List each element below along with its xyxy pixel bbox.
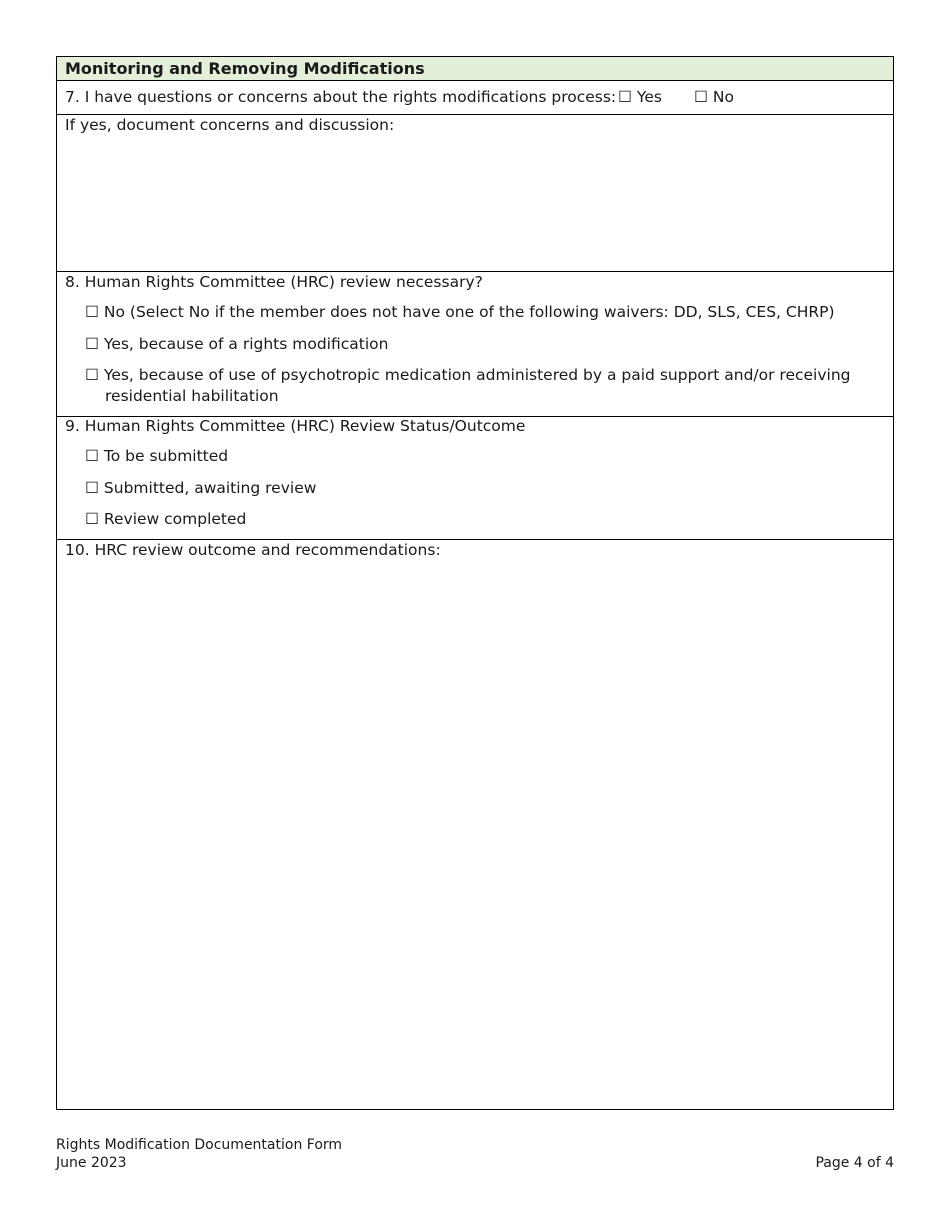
q9-sub-label: Submitted, awaiting review bbox=[103, 479, 317, 497]
question-9-text: 9. Human Rights Committee (HRC) Review Status/Outcome bbox=[65, 417, 526, 435]
q7-yes-checkbox[interactable]: ☐ bbox=[618, 88, 632, 106]
q7-yes-label: Yes bbox=[636, 88, 662, 106]
q7-no-label: No bbox=[712, 88, 734, 106]
question-8-row bbox=[57, 272, 893, 417]
section-header bbox=[57, 57, 893, 81]
section-title: Monitoring and Removing Modifications bbox=[65, 59, 425, 78]
footer-page-number: Page 4 of 4 bbox=[815, 1155, 894, 1171]
question-9-row bbox=[57, 417, 893, 540]
question-7-text: 7. I have questions or concerns about the rights modifications process: bbox=[65, 88, 617, 106]
q9-done-label: Review completed bbox=[103, 510, 247, 528]
question-10-text: 10. HRC review outcome and recommendations: bbox=[65, 541, 441, 559]
q9-option-to-be-submitted[interactable] bbox=[85, 447, 228, 465]
question-8-text: 8. Human Rights Committee (HRC) review necessary? bbox=[65, 273, 483, 291]
question-7-row bbox=[57, 81, 893, 115]
q9-sub-checkbox[interactable]: ☐ bbox=[85, 479, 99, 497]
q8-rights-label: Yes, because of a rights modification bbox=[103, 335, 389, 353]
q8-psych-checkbox[interactable]: ☐ bbox=[85, 366, 99, 384]
footer-date: June 2023 bbox=[56, 1155, 127, 1171]
concerns-textarea[interactable] bbox=[57, 115, 893, 272]
q9-option-submitted[interactable] bbox=[85, 479, 316, 497]
q8-option-no[interactable] bbox=[85, 303, 835, 321]
q9-tbs-label: To be submitted bbox=[103, 447, 229, 465]
q9-done-checkbox[interactable]: ☐ bbox=[85, 510, 99, 528]
hrc-outcome-textarea[interactable] bbox=[57, 540, 893, 1109]
form-table bbox=[56, 56, 894, 1110]
q8-no-label: No (Select No if the member does not have one of the following waivers: DD, SLS, CES, CHRP) bbox=[103, 303, 835, 321]
q8-rights-checkbox[interactable]: ☐ bbox=[85, 335, 99, 353]
q8-no-checkbox[interactable]: ☐ bbox=[85, 303, 99, 321]
q8-psych-label-line2: residential habilitation bbox=[105, 387, 279, 405]
q8-option-psychotropic[interactable] bbox=[85, 366, 851, 384]
concerns-label: If yes, document concerns and discussion: bbox=[65, 116, 395, 134]
q7-no-option[interactable] bbox=[694, 88, 734, 106]
q9-option-completed[interactable] bbox=[85, 510, 246, 528]
q9-tbs-checkbox[interactable]: ☐ bbox=[85, 447, 99, 465]
q7-yes-option[interactable] bbox=[618, 88, 662, 106]
q8-option-rights[interactable] bbox=[85, 335, 388, 353]
q8-psych-label-line1: Yes, because of use of psychotropic medication administered by a paid support and/or receiving bbox=[103, 366, 851, 384]
q7-no-checkbox[interactable]: ☐ bbox=[694, 88, 708, 106]
footer-form-name: Rights Modification Documentation Form bbox=[56, 1137, 343, 1153]
